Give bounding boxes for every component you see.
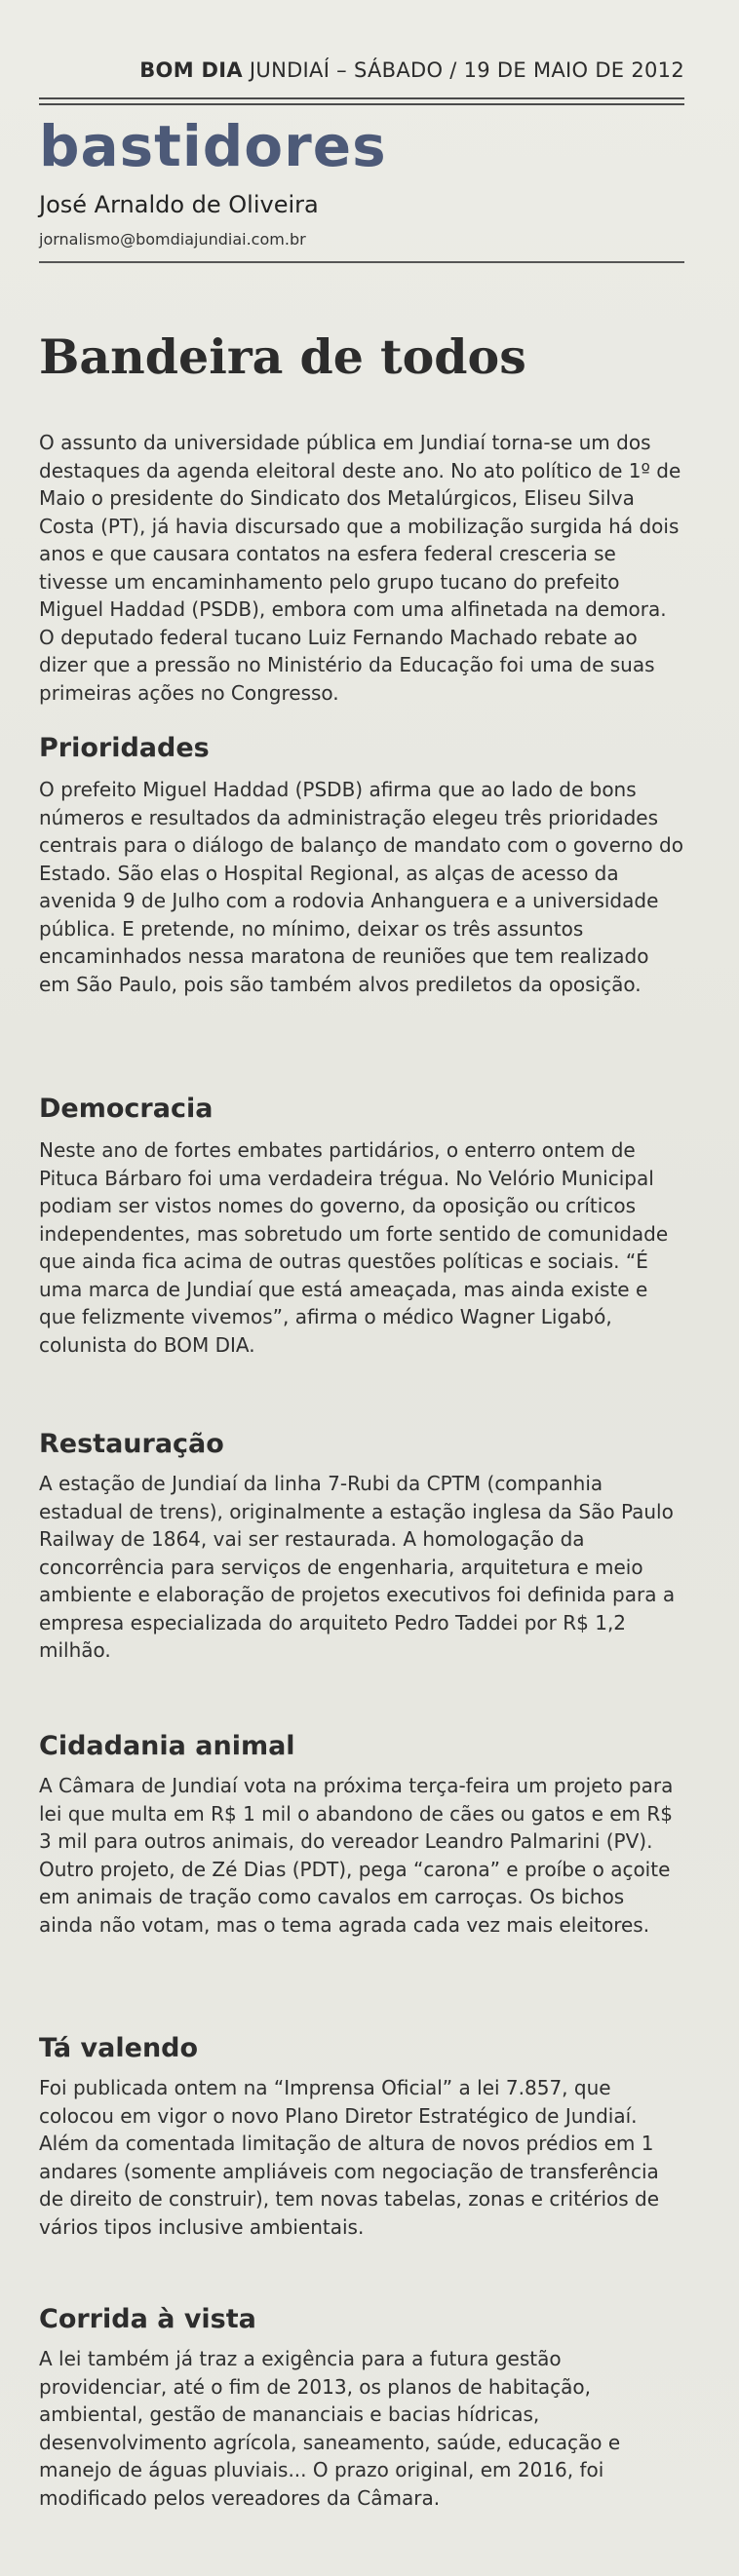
subhead-restauracao: Restauração xyxy=(39,1429,224,1459)
paragraph-democracia: Neste ano de fortes embates partidários, o enterro ontem de Pituca Bárbaro foi uma verdadeira trégua. No Velório Municipal podiam ser vistos nomes do governo, da oposição ou críticos independentes, mas sobretudo um forte sentido de comunidade que ainda fica acima de outras questões políticas e sociais. “É uma marca de Jundiaí que está ameaçada, mas ainda existe e que felizmente vivemos”, afirma o médico Wagner Ligabó, colunista do BOM DIA. xyxy=(39,1138,669,1357)
masthead-rule-top xyxy=(39,97,684,99)
masthead xyxy=(39,58,684,82)
subhead-corrida-a-vista: Corrida à vista xyxy=(39,2304,256,2334)
author-name: José Arnaldo de Oliveira xyxy=(39,191,319,218)
dateline: JUNDIAÍ – SÁBADO / 19 DE MAIO DE 2012 xyxy=(249,58,684,82)
paragraph-restauracao: A estação de Jundiaí da linha 7-Rubi da CPTM (companhia estadual de trens), originalmente a estação inglesa da São Paulo Railway de 1864, vai ser restaurada. A homologação da concorrência para serviços de engenharia, arquitetura e meio ambiente e elaboração de projetos executivos foi definida para a empresa especializada do arquiteto Pedro Taddei por R$ 1,2 milhão. xyxy=(39,1472,676,1662)
paragraph-cidadania-animal: A Câmara de Jundiaí vota na próxima terça-feira um projeto para lei que multa em R$ 1 mil o abandono de cães ou gatos e em R$ 3 mil para outros animais, do vereador Leandro Palmarini (PV). Outro projeto, de Zé Dias (PDT), pega “carona” e proíbe o açoite em animais de tração como cavalos em carroças. Os bichos ainda não votam, mas o tema agrada cada vez mais eleitores. xyxy=(39,1774,674,1937)
byline-rule xyxy=(39,261,684,263)
headline: Bandeira de todos xyxy=(39,328,526,385)
paragraph-ta-valendo: Foi publicada ontem na “Imprensa Oficial” a lei 7.857, que colocou em vigor o novo Plano Diretor Estratégico de Jundiaí. Além da comentada limitação de altura de novos prédios em 1 andares (somente ampliáveis com negociação de transferência de direito de construir), tem novas tabelas, zonas e critérios de vários tipos inclusive ambientais. xyxy=(39,2076,660,2239)
brand-name: BOM DIA xyxy=(139,58,243,82)
author-email: jornalismo@bomdiajundiai.com.br xyxy=(39,230,306,249)
masthead-rule-bottom xyxy=(39,103,684,105)
subhead-prioridades: Prioridades xyxy=(39,733,210,763)
paragraph-prioridades: O prefeito Miguel Haddad (PSDB) afirma que ao lado de bons números e resultados da administração elegeu três prioridades centrais para o diálogo de balanço de mandato com o governo do Estado. São elas o Hospital Regional, as alças de acesso da avenida 9 de Julho com a rodovia Anhanguera e a universidade pública. E pretende, no mínimo, deixar os três assuntos encaminhados nessa maratona de reuniões que tem realizado em São Paulo, pois são também alvos prediletos da oposição. xyxy=(39,778,683,996)
subhead-democracia: Democracia xyxy=(39,1094,214,1124)
intro-paragraph: O assunto da universidade pública em Jundiaí torna-se um dos destaques da agenda eleitoral deste ano. No ato político de 1º de Maio o presidente do Sindicato dos Metalúrgicos, Eliseu Silva Costa (PT), já havia discursado que a mobilização surgida há dois anos e que causara contatos na esfera federal cresceria se tivesse um encaminhamento pelo grupo tucano do prefeito Miguel Haddad (PSDB), embora com uma alfinetada na demora. O deputado federal tucano Luiz Fernando Machado rebate ao dizer que a pressão no Ministério da Educação foi uma de suas primeiras ações no Congresso. xyxy=(39,431,681,705)
paragraph-corrida-a-vista: A lei também já traz a exigência para a futura gestão providenciar, até o fim de 2013, os planos de habitação, ambiental, gestão de mananciais e bacias hídricas, desenvolvimento agrícola, saneamento, saúde, educação e manejo de águas pluviais... O prazo original, em 2016, foi modificado pelos vereadores da Câmara. xyxy=(39,2347,621,2510)
subhead-ta-valendo: Tá valendo xyxy=(39,2033,199,2063)
subhead-cidadania-animal: Cidadania animal xyxy=(39,1731,295,1761)
column-title: bastidores xyxy=(39,113,387,179)
